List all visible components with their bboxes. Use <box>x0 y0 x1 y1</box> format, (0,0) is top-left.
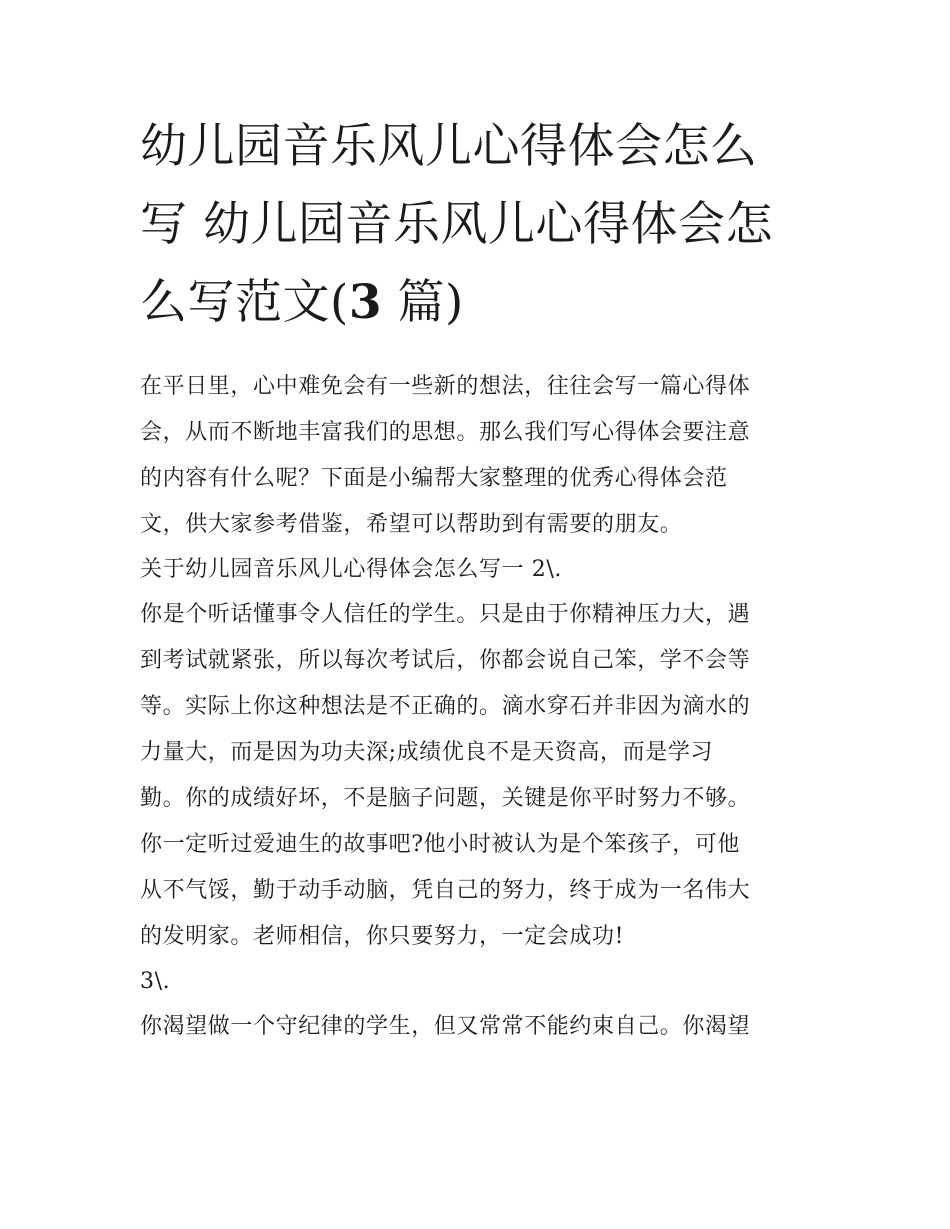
intro-line: 文，供大家参考借鉴，希望可以帮助到有需要的朋友。 <box>140 512 683 537</box>
document-content <box>140 108 812 1050</box>
body-line: 从不气馁，勤于动手动脑，凭自己的努力，终于成为一名伟大 <box>140 878 751 903</box>
title-line-3-prefix: 么写范文( <box>140 275 349 330</box>
body-line: 你渴望做一个守纪律的学生，但又常常不能约束自己。你渴望 <box>140 1014 751 1039</box>
title-line-3-suffix: 篇) <box>382 275 464 330</box>
intro-line: 的内容有什么呢？下面是小编帮大家整理的优秀心得体会范 <box>140 466 728 491</box>
body-line: 勤。你的成绩好坏，不是脑子问题，关键是你平时努力不够。 <box>140 786 751 811</box>
intro-line: 在平日里，心中难免会有一些新的想法，往往会写一篇心得体 <box>140 374 751 399</box>
item-number-3: 3\. <box>140 969 171 994</box>
title-line-3 <box>140 264 812 342</box>
intro-paragraph <box>140 364 812 548</box>
body-line: 等。实际上你这种想法是不正确的。滴水穿石并非因为滴水的 <box>140 694 751 719</box>
intro-line: 会，从而不断地丰富我们的思想。那么我们写心得体会要注意 <box>140 420 751 445</box>
body-line: 你一定听过爱迪生的故事吧?他小时被认为是个笨孩子，可他 <box>140 832 740 857</box>
section-heading: 关于幼儿园音乐风儿心得体会怎么写一 2\. <box>140 557 562 582</box>
title-line-2: 写 幼儿园音乐风儿心得体会怎 <box>140 197 773 252</box>
body-line: 的发明家。老师相信，你只要努力，一定会成功! <box>140 924 625 949</box>
body-paragraph-2 <box>140 592 812 960</box>
body-line: 到考试就紧张，所以每次考试后，你都会说自己笨，学不会等 <box>140 648 751 673</box>
body-line: 你是个听话懂事令人信任的学生。只是由于你精神压力大，遇 <box>140 602 751 627</box>
document-title <box>140 108 812 342</box>
body-line: 力量大，而是因为功夫深;成绩优良不是天资高，而是学习 <box>140 740 714 765</box>
title-line-1: 幼儿园音乐风儿心得体会怎么 <box>140 119 758 174</box>
title-line-3-number: 3 <box>348 275 383 330</box>
body-paragraph-3 <box>140 1004 812 1050</box>
